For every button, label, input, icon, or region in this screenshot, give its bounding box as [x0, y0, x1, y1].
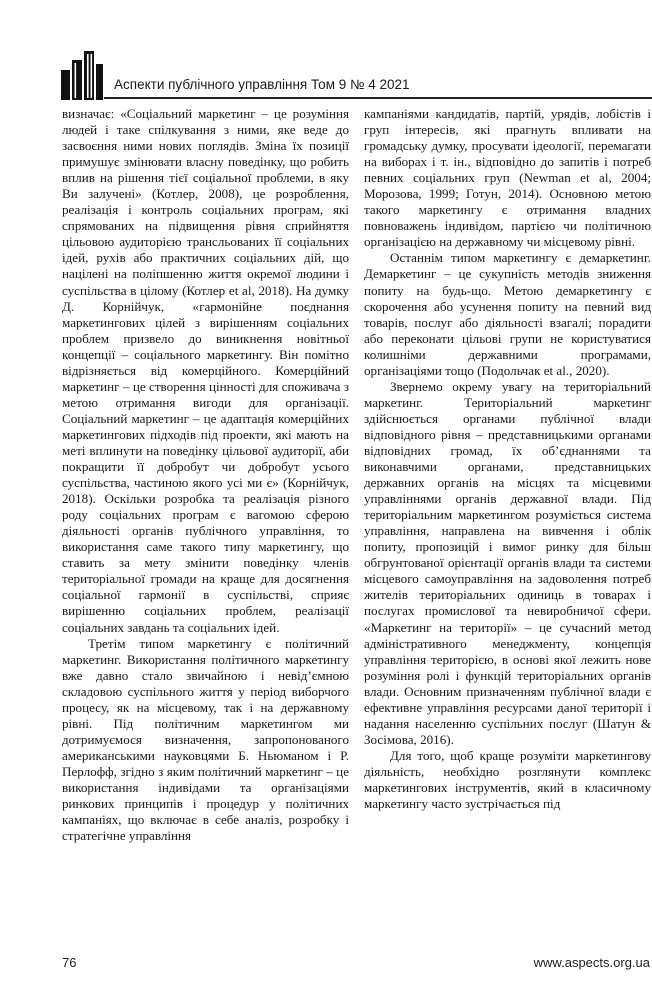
right-paragraph-4: Для того, щоб краще розуміти маркетингову діяльність, необхідно розглянути комплекс маркетингових інструментів, який в класичному маркетингу часто зустрічається під: [364, 747, 651, 812]
left-paragraph-1: визначає: «Соціальний маркетинг – це розуміння людей і таке спілкування з ними, яке веде до засвоєння ними нових поглядів. Зміна їх позиції примушує змінювати власну поведінку, що робить вплив на рішення тієї соціальної проблеми, в яку Ви залучені» (Котлер, 2008), це розроблення, реалізація і контроль соціальних програм, які спрямованих на підвищення рівня сприйняття цільовою аудиторією трансльованих її соціальних ідей, рухів або практичних соціальних дій, що націлені на поліпшенню життя окремої людини і суспільства в цілому (Котлер et al, 2018). На думку Д. Корнійчук, «гармонійне поєднання маркетингових цілей з вирішенням соціальних проблем призвело до виникнення новітньої концепції – соціального маркетингу. Він помітно відрізняється від комерційного. Комерційний маркетинг – це створення цінності для споживача з метою отримання вигоди для організації. Соціальний маркетинг – це адаптація комерційних маркетингових підходів під проекти, які мають на меті вплинути на поведінку цільової аудиторії, аби покращити її добробут чи добробут усього суспільства, частиною якого усі ми є» (Корнійчук, 2018). Оскільки розробка та реалізація різного роду соціальних програм є вагомою сферою діяльності органів публічного управління, то використання саме такого типу маркетингу, що ставить за мету змінити поведінку членів територіальної громади на краще для досягнення соціальної гармонії в суспільстві, сприяє вирішенню соціальних проблем, реалізації соціальних завдань та соціальних ідей.: [62, 106, 349, 635]
right-paragraph-3: Звернемо окрему увагу на територіальний маркетинг. Територіальний маркетинг здійснюється органами публічної влади відповідного рівня – представницькими органами відповідних громад, їх об’єднаннями та виконавчими органами, представницьких державних органів на місцях та місцевими управліннями органів державної влади. Під територіальним маркетингом розуміється система управління, направлена на вивчення і облік попиту, пропозицій і вимог ринку для більш обгрунтованої орієнтації органів влади та системи місцевого самоуправління на задоволення потреб жителів територіальних одиниць в товарах і послугах промислової та невиробничої сфери. «Маркетинг на території» – це сучасний метод адміністративного менеджменту, концепція управління територією, в основі якої лежить нове розуміння ролі і функцій територіальних органів влади. Основним призначенням публічної влади є ефективне управління ресурсами даної території і надання населенню суспільних послуг (Шатун & Зосімова, 2016).: [364, 378, 651, 747]
right-paragraph-2: Останнім типом маркетингу є демаркетинг. Демаркетинг – це сукупність методів зниження попиту на будь-що. Метою демаркетингу є скорочення або усунення попиту на певний вид товарів, послуг або діяльності взагалі; порадити або переконати цільові групи не користуватися колишніми державними програмами, організаціями тощо (Подольчак et al., 2020).: [364, 250, 651, 378]
page-number: 76: [62, 955, 77, 970]
left-paragraph-2: Третім типом маркетингу є політичний маркетинг. Використання політичного маркетингу вже давно стало звичайною і невід’ємною складовою суспільного життя у період виборчого процесу, як на місцевому, так і на державному рівні. Під політичним маркетингом ми дотримуємося визначення, запропонованого американськими науковцями Б. Ньюманом і Р. Перлофф, згідно з яким політичний маркетинг – це використання індивідами та організаціями ринкових принципів і процедур у політичних кампаніях, що включає в себе аналіз, розробку і стратегічне управління: [62, 635, 349, 844]
left-column: [62, 106, 349, 844]
right-column: [364, 106, 651, 812]
right-paragraph-1: кампаніями кандидатів, партій, урядів, лобістів і груп інтересів, які прагнуть впливати на громадську думку, просувати ідеології, перемагати на виборах і т. ін., відповідно до запитів і потреб певних соціальних груп (Newman et al, 2004; Морозова, 1999; Готун, 2014). Основною метою такого маркетингу є отримання владних повноважень індивідом, партією чи політичною організацією на державному чи місцевому рівні.: [364, 106, 651, 250]
building-towers-icon: [58, 48, 104, 100]
website-link[interactable]: www.aspects.org.ua: [533, 955, 650, 970]
page-header: [58, 48, 652, 100]
journal-title: Аспекти публічного управління Том 9 № 4 2021: [114, 77, 410, 92]
header-rule: [104, 97, 652, 99]
